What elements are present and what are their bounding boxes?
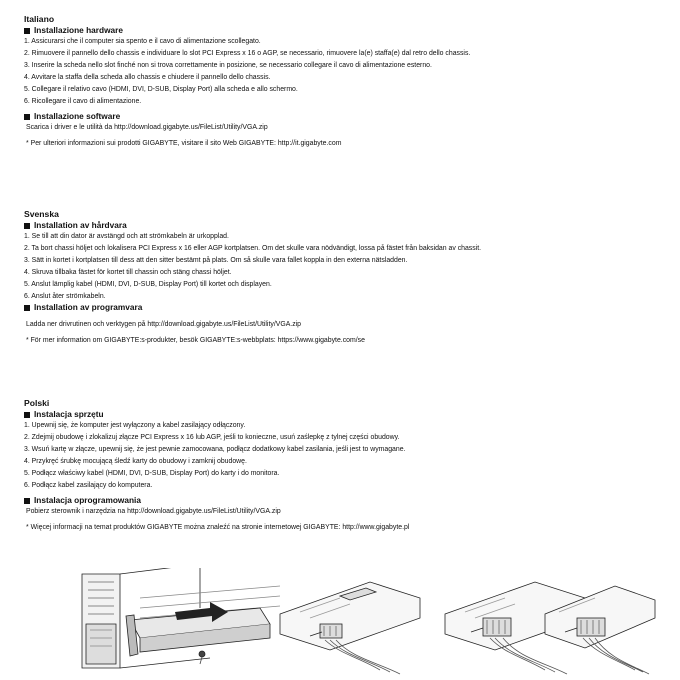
hardware-title: Installation av hårdvara [34,220,127,230]
hardware-heading [24,409,664,420]
bullet-square-icon [24,28,30,34]
section-svenska [24,209,664,347]
power-connector-illustration-1 [280,582,420,674]
software-title: Installazione software [34,111,121,122]
step-item: 1. Assicurarsi che il computer sia spento e il cavo di alimentazione scollegato. [24,38,261,45]
bullet-square-icon [24,498,30,504]
info-note: * Więcej informacji na temat produktów GIGABYTE można znaleźć na stronie internetowej GIGABYTE: http://www.gigabyte.pl [26,524,410,532]
step-item: 5. Podłącz właściwy kabel (HDMI, DVI, D-SUB, Display Port) do karty i do monitora. [24,469,280,477]
hardware-steps [24,36,664,107]
step-item: 5. Anslut lämplig kabel (HDMI, DVI, D-SUB, Display Port) till kortet och displayen. [24,280,272,288]
hardware-heading [24,25,664,36]
installation-illustrations [80,568,660,676]
step-item: 2. Zdejmij obudowę i zlokalizuj złącze PCI Express x 16 lub AGP, jeśli to konieczne, usuń zaślepkę z tylnej części obudowy. [24,433,400,441]
step-item: 2. Rimuovere il pannello dello chassis e individuare lo slot PCI Express x 16 o AGP, se necessario, rimuovere la(e) staffa(e) dal retro dello chassis. [24,49,471,57]
step-item: 4. Przykręć śrubkę mocującą śledź karty do obudowy i zamknij obudowę. [24,457,247,465]
step-item: 5. Collegare il relativo cavo (HDMI, DVI, D-SUB, Display Port) alla scheda e allo schermo. [24,85,298,93]
step-item: 1. Se till att din dator är avstängd och att strömkabeln är urkopplad. [24,233,229,240]
info-note: * Per ulteriori informazioni sui prodotti GIGABYTE, visitare il sito Web GIGABYTE: http://it.gigabyte.com [26,140,342,148]
bullet-square-icon [24,412,30,418]
language-heading: Svenska [24,209,59,219]
language-heading: Polski [24,398,50,408]
step-item: 2. Ta bort chassi höljet och lokalisera PCI Express x 16 eller AGP kortplatsen. Om det skulle vara nödvändigt, lossa på fästet från baksidan av chassit. [24,244,482,252]
hardware-heading [24,220,664,231]
section-italiano [24,14,664,150]
step-item: 6. Podłącz kabel zasilający do komputera. [24,481,153,489]
software-heading [24,111,664,122]
step-item: 3. Sätt in kortet i kortplatsen till dess att den sitter bestämt på plats. Om så skulle vara fallet koppla in den externa nätsladden. [24,256,408,264]
info-note: * För mer information om GIGABYTE:s-produkter, besök GIGABYTE:s-webbplats: https://www.gigabyte.com/se [26,337,365,345]
software-title: Installation av programvara [34,302,143,313]
card-insertion-illustration [82,568,280,668]
bullet-square-icon [24,223,30,229]
software-text: Ladda ner drivrutinen och verktygen på http://download.gigabyte.us/FileList/Utility/VGA.zip [26,321,302,329]
section-polski [24,398,664,534]
step-item: 4. Skruva tillbaka fästet för kortet till chassin och stäng chassi höljet. [24,268,232,276]
step-item: 3. Wsuń kartę w złącze, upewnij się, że jest pewnie zamocowana, podłącz dodatkowy kabel zasilania, jeśli jest to wymagane. [24,445,406,453]
software-heading [24,302,664,313]
hardware-steps [24,231,664,302]
step-item: 3. Inserire la scheda nello slot finché non si trova correttamente in posizione, se necessario collegare il cavo di alimentazione esterno. [24,61,432,69]
screw-icon [199,651,205,664]
hardware-title: Instalacja sprzętu [34,409,104,419]
bullet-square-icon [24,305,30,311]
step-item: 4. Avvitare la staffa della scheda allo chassis e chiudere il pannello dello chassis. [24,73,271,81]
bullet-square-icon [24,114,30,120]
language-heading: Italiano [24,14,55,24]
software-heading [24,495,664,506]
software-title: Instalacja oprogramowania [34,495,141,506]
step-item: 1. Upewnij się, że komputer jest wyłączony a kabel zasilający odłączony. [24,422,246,429]
step-item: 6. Ricollegare il cavo di alimentazione. [24,97,142,105]
step-item: 6. Anslut åter strömkabeln. [24,292,106,300]
software-text: Scarica i driver e le utilità da http://download.gigabyte.us/FileList/Utility/VGA.zip [26,124,268,132]
hardware-steps [24,420,664,491]
software-text: Pobierz sterownik i narzędzia na http://download.gigabyte.us/FileList/Utility/VGA.zip [26,508,281,516]
hardware-title: Installazione hardware [34,25,123,35]
